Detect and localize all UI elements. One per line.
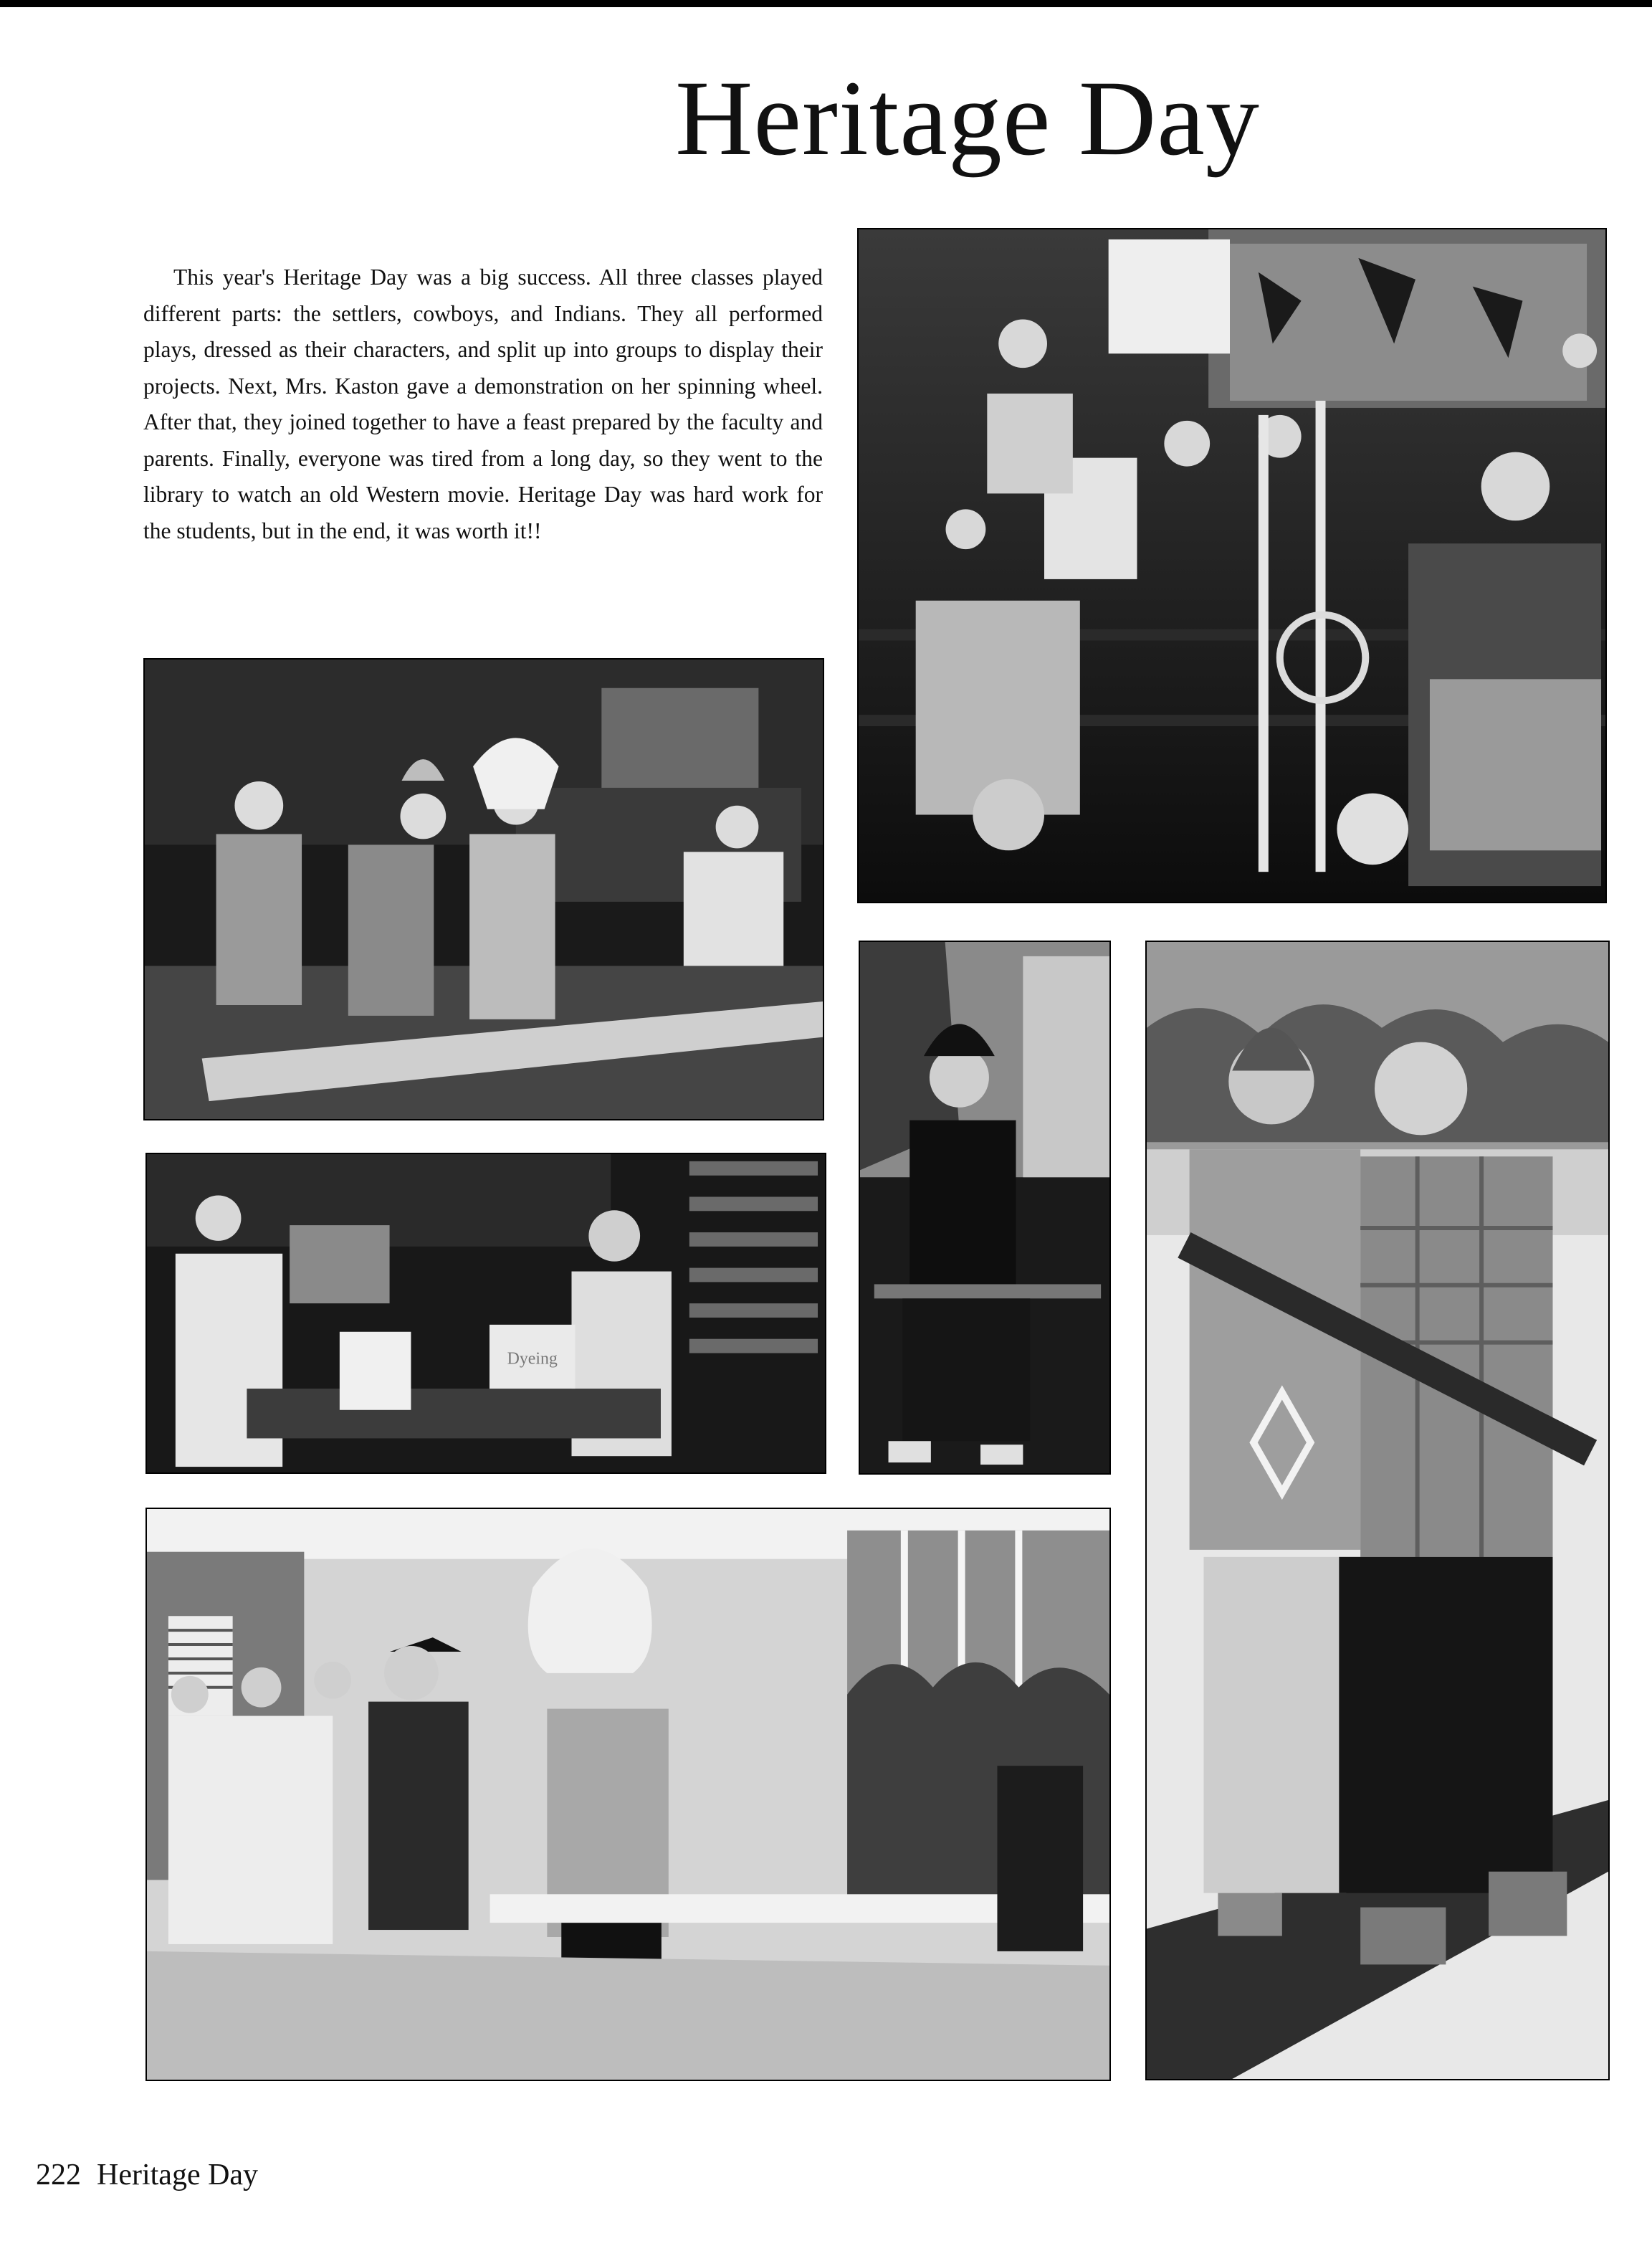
article-paragraph: This year's Heritage Day was a big success. All three classes played different parts: the settlers, cowboys, and Indians. They all performed plays, dressed as their characters, and split up into groups to display their projects. Next, Mrs. Kaston gave a demonstration on her spinning wheel. After that, they joined together to have a feast prepared by the faculty and parents. Finally, everyone was tired from a long day, so they went to the library to watch an old Western movie. Heritage Day was hard work for the students, but in the end, it was worth it!!	[143, 265, 823, 543]
page-number: 222	[36, 2159, 81, 2191]
photo-library-display	[145, 1153, 826, 1474]
page-footer	[36, 2158, 258, 2192]
top-border	[0, 0, 1652, 7]
photo-boys-with-rifle	[1145, 941, 1610, 2080]
photo-outdoor-play	[145, 1508, 1111, 2081]
photo-seated-student	[859, 941, 1111, 1475]
page-title: Heritage Day	[675, 59, 1260, 178]
photo-sign-text: Dyeing	[507, 1349, 558, 1369]
photo-outdoor-display-table	[143, 658, 824, 1120]
photo-spinning-wheel-demo	[857, 228, 1607, 903]
footer-section-title: Heritage Day	[97, 2159, 259, 2191]
